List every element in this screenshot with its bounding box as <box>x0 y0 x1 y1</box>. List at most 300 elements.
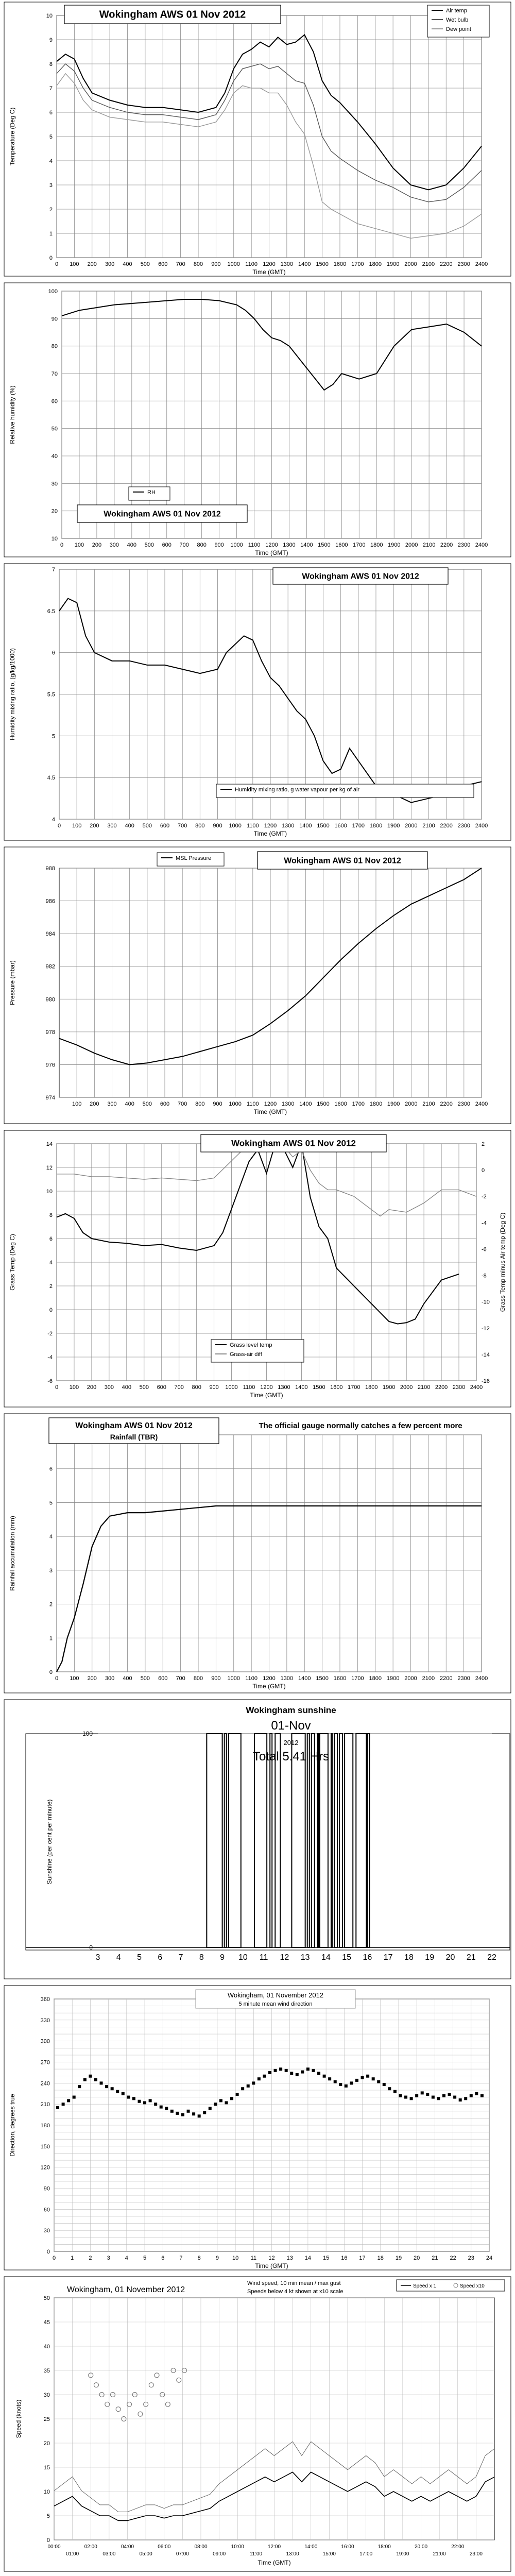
y-tick-label: -6 <box>47 1378 53 1384</box>
y-tick-label: 982 <box>45 963 55 970</box>
x-tick-label: 1300 <box>281 1101 295 1107</box>
x-tick-label: 1900 <box>387 823 400 829</box>
y-tick-label: 30 <box>51 481 58 487</box>
x-tick-label: 200 <box>87 1675 97 1682</box>
x-tick-label: 200 <box>87 1384 97 1391</box>
y-tick-label: 270 <box>40 2059 50 2066</box>
y-tick-label: 60 <box>51 398 58 405</box>
y-tick-label: 300 <box>40 2038 50 2045</box>
x-tick-label: 21 <box>466 1953 476 1962</box>
y-tick-label: 6 <box>49 110 53 116</box>
wind-direction-chart-panel <box>0 1984 515 2272</box>
legend-entry: Dew point <box>446 26 471 32</box>
scatter-point <box>67 2099 70 2102</box>
legend-entry: Wet bulb <box>446 17 469 23</box>
y2-tick-label: -10 <box>482 1299 490 1306</box>
chart-subtitle: Wind speed, 10 min mean / max gust <box>247 2280 341 2286</box>
x-tick-label: 900 <box>213 823 222 829</box>
x-tick-label: 12:00 <box>267 2544 281 2550</box>
y-tick-label: 10 <box>51 536 58 542</box>
y-tick-label: 0 <box>46 2249 50 2255</box>
x-tick-label: 2300 <box>457 1101 471 1107</box>
x-tick-label: 0 <box>52 2255 56 2261</box>
x-tick-label: 19 <box>395 2255 402 2261</box>
y-axis-label: Speed (knots) <box>15 2399 22 2438</box>
y-tick-label: 40 <box>43 2344 50 2350</box>
scatter-point <box>187 2110 190 2113</box>
scatter-point <box>290 2072 293 2075</box>
x-tick-label: 17 <box>359 2255 366 2261</box>
x-tick-label: 1000 <box>229 1101 242 1107</box>
x-tick-label: 400 <box>125 1101 134 1107</box>
x-tick-label: 2000 <box>405 823 418 829</box>
x-tick-label: 15:00 <box>322 2551 336 2557</box>
scatter-point <box>323 2075 326 2078</box>
y-tick-label: 974 <box>45 1095 55 1101</box>
y-tick-label: 4 <box>49 158 53 164</box>
y-tick-label: 3 <box>49 1567 53 1574</box>
y-tick-label: 1 <box>49 1635 53 1642</box>
chart-annotation: The official gauge normally catches a few percent more <box>259 1421 462 1430</box>
scatter-point <box>203 2111 206 2114</box>
chart-title: Wokingham, 01 November 2012 <box>67 2285 185 2294</box>
x-tick-label: 2100 <box>422 1101 435 1107</box>
y-tick-label: 988 <box>45 866 55 872</box>
scatter-point <box>225 2101 228 2104</box>
x-tick-label: 1000 <box>229 823 242 829</box>
y-tick-label: 2 <box>49 207 53 213</box>
x-tick-label: 2200 <box>440 542 453 548</box>
y-tick-label: 330 <box>40 2017 50 2024</box>
mixing-ratio-chart <box>0 562 515 842</box>
x-tick-label: 1300 <box>278 1384 290 1391</box>
y-tick-label: 35 <box>43 2368 50 2374</box>
x-tick-label: 200 <box>90 1101 99 1107</box>
scatter-point <box>263 2075 266 2078</box>
y-tick-label: 7 <box>52 567 55 573</box>
x-tick-label: 13 <box>300 1953 310 1962</box>
scatter-point <box>480 2094 484 2097</box>
x-tick-label: 1600 <box>334 823 347 829</box>
x-tick-label: 21:00 <box>433 2551 446 2557</box>
scatter-point <box>170 2110 174 2113</box>
x-tick-label: 20 <box>414 2255 420 2261</box>
y-tick-label: 6 <box>52 650 55 656</box>
x-tick-label: 1300 <box>281 823 295 829</box>
x-tick-label: 3 <box>107 2255 110 2261</box>
x-tick-label: 500 <box>139 1384 149 1391</box>
x-tick-label: 100 <box>72 823 82 829</box>
x-tick-label: 06:00 <box>158 2544 171 2550</box>
x-tick-label: 3 <box>95 1953 100 1962</box>
y-tick-label: 10 <box>43 2489 50 2495</box>
x-tick-label: 03:00 <box>102 2551 116 2557</box>
scatter-point <box>165 2107 168 2110</box>
x-tick-label: 700 <box>179 542 189 548</box>
x-tick-label: 2400 <box>475 261 488 267</box>
y-tick-label: 5 <box>49 134 53 140</box>
x-tick-label: 500 <box>142 823 152 829</box>
x-tick-label: 20:00 <box>414 2544 428 2550</box>
y-tick-label: 12 <box>46 1165 53 1171</box>
y-tick-label: 9 <box>49 37 53 43</box>
x-tick-label: 700 <box>177 1101 187 1107</box>
y-tick-label: 10 <box>46 1189 53 1195</box>
x-tick-label: 600 <box>158 261 168 267</box>
x-tick-label: 600 <box>160 823 170 829</box>
y-tick-label: 360 <box>40 1996 50 2003</box>
x-tick-label: 1400 <box>300 542 313 548</box>
x-tick-label: 2400 <box>475 1101 488 1107</box>
scatter-point <box>83 2078 87 2081</box>
x-tick-label: 1100 <box>245 1675 258 1682</box>
x-axis-label: Time (GMT) <box>253 1108 287 1115</box>
x-tick-label: 900 <box>209 1384 219 1391</box>
x-tick-label: 700 <box>176 261 185 267</box>
scatter-point <box>345 2084 348 2088</box>
scatter-point <box>268 2071 271 2074</box>
x-tick-label: 1700 <box>348 1384 360 1391</box>
x-tick-label: 1200 <box>263 1675 276 1682</box>
y-tick-label: 5 <box>52 733 55 740</box>
y-axis-label: Rainfall accumulation (mm) <box>9 1516 16 1591</box>
x-tick-label: 600 <box>162 542 171 548</box>
x-tick-label: 1 <box>71 2255 74 2261</box>
scatter-point <box>328 2077 331 2080</box>
x-tick-label: 1000 <box>227 1675 240 1682</box>
x-tick-label: 2300 <box>457 1675 470 1682</box>
x-tick-label: 800 <box>195 823 205 829</box>
x-tick-label: 1100 <box>247 1101 259 1107</box>
y-tick-label: 14 <box>46 1141 53 1147</box>
grass-temp-chart-panel <box>0 1128 515 1409</box>
scatter-point <box>426 2093 429 2096</box>
mixing-ratio-chart-panel <box>0 562 515 842</box>
x-tick-label: 2100 <box>422 542 436 548</box>
y2-axis-label: Grass Temp minus Air temp (Deg C) <box>499 1212 506 1312</box>
x-tick-label: 11 <box>259 1953 268 1962</box>
y2-tick-label: -12 <box>482 1325 490 1332</box>
x-tick-label: 1200 <box>265 542 278 548</box>
chart-title: Wokingham AWS 01 Nov 2012 <box>104 510 221 519</box>
scatter-point <box>448 2093 451 2096</box>
x-tick-label: 1500 <box>316 261 329 267</box>
wind-direction-chart <box>0 1984 515 2272</box>
x-tick-label: 2100 <box>422 261 435 267</box>
scatter-point <box>421 2091 424 2094</box>
x-tick-label: 400 <box>123 261 132 267</box>
x-tick-label: 02:00 <box>84 2544 97 2550</box>
scatter-point <box>464 2097 467 2100</box>
x-tick-label: 1500 <box>317 823 330 829</box>
x-tick-label: 2400 <box>475 1675 488 1682</box>
x-tick-label: 2100 <box>422 823 435 829</box>
y-tick-label: 15 <box>43 2465 50 2471</box>
scatter-point <box>252 2081 255 2084</box>
x-tick-label: 1300 <box>283 542 296 548</box>
x-axis-label: Time (GMT) <box>255 2262 288 2269</box>
y-tick-label: 5 <box>46 2513 50 2519</box>
x-tick-label: 1800 <box>369 823 383 829</box>
scatter-point <box>73 2096 76 2099</box>
x-tick-label: 800 <box>193 261 203 267</box>
x-tick-label: 2300 <box>457 261 470 267</box>
x-tick-label: 21 <box>432 2255 438 2261</box>
x-tick-label: 700 <box>176 1675 185 1682</box>
y-tick-label: 2 <box>49 1601 53 1608</box>
legend-entry: Grass-air diff <box>230 1351 262 1358</box>
x-tick-label: 900 <box>214 542 224 548</box>
relative-humidity-chart <box>0 281 515 559</box>
x-tick-label: 16 <box>341 2255 348 2261</box>
x-tick-label: 100 <box>74 542 84 548</box>
y-tick-label: 3 <box>49 182 53 189</box>
y-tick-label: 7 <box>49 86 53 92</box>
scatter-point <box>236 2093 239 2096</box>
scatter-point <box>388 2087 391 2090</box>
x-tick-label: 1600 <box>333 1675 347 1682</box>
sunshine-chart <box>0 1698 515 1981</box>
x-tick-label: 1400 <box>299 823 312 829</box>
x-tick-label: 1600 <box>335 542 348 548</box>
x-tick-label: 0 <box>57 823 61 829</box>
x-tick-label: 1000 <box>225 1384 238 1391</box>
scatter-point <box>78 2085 81 2088</box>
chart-title: Wokingham AWS 01 Nov 2012 <box>284 856 401 866</box>
y-tick-label: 20 <box>51 508 58 515</box>
y-axis-label: Pressure (mbar) <box>9 960 16 1005</box>
x-tick-label: 800 <box>193 1675 203 1682</box>
rainfall-chart-panel <box>0 1412 515 1695</box>
x-tick-label: 6 <box>161 2255 165 2261</box>
x-tick-label: 12 <box>268 2255 275 2261</box>
y-tick-label: 978 <box>45 1029 55 1036</box>
chart-title: Wokingham sunshine <box>246 1705 336 1715</box>
x-tick-label: 2000 <box>400 1384 413 1391</box>
x-tick-label: 1700 <box>352 823 365 829</box>
x-tick-label: 1100 <box>247 823 259 829</box>
pressure-chart-panel <box>0 845 515 1126</box>
x-tick-label: 24 <box>486 2255 493 2261</box>
x-tick-label: 11:00 <box>249 2551 263 2557</box>
x-tick-label: 1900 <box>387 542 401 548</box>
y2-tick-label: -16 <box>482 1378 490 1384</box>
x-tick-label: 300 <box>105 1675 115 1682</box>
total-label: Total 5.41 Hrs <box>252 1750 330 1764</box>
x-axis-label: Time (GMT) <box>252 1683 286 1690</box>
legend-entry: Air temp <box>446 8 467 14</box>
wind-speed-chart <box>0 2275 515 2573</box>
y-tick-label: 30 <box>43 2392 50 2398</box>
x-axis-label: Time (GMT) <box>258 2559 291 2566</box>
x-tick-label: 5 <box>143 2255 147 2261</box>
x-tick-label: 2000 <box>405 1101 418 1107</box>
y-tick-label: 4 <box>52 817 55 823</box>
y-tick-label: 4.5 <box>47 775 55 782</box>
y-tick-label: 240 <box>40 2080 50 2087</box>
x-tick-label: 14 <box>321 1953 331 1962</box>
x-tick-label: 1300 <box>280 1675 294 1682</box>
x-tick-label: 500 <box>144 542 154 548</box>
x-tick-label: 100 <box>70 1675 79 1682</box>
x-tick-label: 100 <box>72 1101 82 1107</box>
x-tick-label: 14:00 <box>304 2544 318 2550</box>
x-tick-label: 2300 <box>452 1384 466 1391</box>
x-tick-label: 17 <box>383 1953 393 1962</box>
x-tick-label: 1500 <box>317 1101 330 1107</box>
scatter-point <box>116 2090 119 2093</box>
x-tick-label: 4 <box>125 2255 128 2261</box>
y-tick-label: 45 <box>43 2319 50 2326</box>
x-tick-label: 1200 <box>264 1101 277 1107</box>
y-tick-label: 0 <box>49 1307 53 1313</box>
x-axis-label: Time (GMT) <box>253 830 287 837</box>
x-tick-label: 1700 <box>353 542 366 548</box>
x-tick-label: 1800 <box>369 1675 382 1682</box>
y-tick-label: 0 <box>49 255 53 261</box>
scatter-point <box>453 2096 456 2099</box>
x-tick-label: 300 <box>104 1384 114 1391</box>
x-tick-label: 10:00 <box>231 2544 244 2550</box>
x-tick-label: 300 <box>107 1101 117 1107</box>
x-tick-label: 01:00 <box>66 2551 79 2557</box>
legend-entry: Speed x10 <box>460 2283 485 2289</box>
x-tick-label: 700 <box>177 823 187 829</box>
x-tick-label: 19:00 <box>396 2551 409 2557</box>
x-tick-label: 600 <box>157 1384 166 1391</box>
x-tick-label: 1400 <box>295 1384 308 1391</box>
y2-tick-label: -2 <box>482 1194 487 1200</box>
x-tick-label: 800 <box>195 1101 205 1107</box>
x-tick-label: 9 <box>215 2255 219 2261</box>
scatter-point <box>111 2087 114 2090</box>
x-axis-label: Time (GMT) <box>252 268 286 276</box>
scatter-point <box>149 2099 152 2102</box>
scatter-point <box>181 2113 184 2116</box>
x-tick-label: 1400 <box>298 261 311 267</box>
x-tick-label: 16:00 <box>341 2544 354 2550</box>
scatter-point <box>334 2080 337 2083</box>
x-tick-label: 600 <box>160 1101 170 1107</box>
x-tick-label: 13:00 <box>286 2551 299 2557</box>
x-tick-label: 17:00 <box>359 2551 373 2557</box>
scatter-point <box>219 2099 222 2102</box>
y-axis-label: Temperature (Deg C) <box>9 107 16 166</box>
y-tick-label: 100 <box>48 289 58 295</box>
x-tick-label: 1100 <box>248 542 261 548</box>
legend-entry: Grass level temp <box>230 1342 272 1348</box>
rainfall-chart <box>0 1412 515 1695</box>
year-label: 2012 <box>283 1739 299 1747</box>
chart-subtitle: 01-Nov <box>271 1719 311 1733</box>
y-tick-label: 0 <box>49 1669 53 1675</box>
x-tick-label: 200 <box>92 542 102 548</box>
x-tick-label: 0 <box>55 1675 59 1682</box>
scatter-point <box>127 2096 130 2099</box>
scatter-point <box>230 2097 233 2100</box>
x-tick-label: 14 <box>304 2255 312 2261</box>
scatter-point <box>306 2067 310 2071</box>
x-tick-label: 2300 <box>457 823 471 829</box>
x-tick-label: 15 <box>323 2255 330 2261</box>
chart-title: Wokingham, 01 November 2012 <box>227 1991 324 1999</box>
x-tick-label: 1400 <box>299 1101 312 1107</box>
scatter-point <box>100 2081 103 2084</box>
x-tick-label: 2 <box>89 2255 92 2261</box>
scatter-point <box>62 2103 65 2106</box>
y-axis-label: Grass Temp (Deg C) <box>9 1234 16 1291</box>
y-tick-label: 0 <box>46 2537 50 2544</box>
y-tick-label: 4 <box>49 1534 53 1540</box>
x-tick-label: 2200 <box>440 1101 453 1107</box>
x-tick-label: 700 <box>174 1384 184 1391</box>
scatter-point <box>258 2077 261 2080</box>
x-tick-label: 13 <box>286 2255 293 2261</box>
y-tick-label: 150 <box>40 2143 50 2150</box>
y2-tick-label: -4 <box>482 1220 487 1227</box>
scatter-point <box>361 2076 364 2079</box>
scatter-point <box>198 2114 201 2117</box>
scatter-point <box>209 2107 212 2110</box>
y-tick-label: 80 <box>51 343 58 350</box>
scatter-point <box>317 2072 320 2075</box>
y-tick-label: 100 <box>82 1730 93 1737</box>
x-tick-label: 1000 <box>230 542 243 548</box>
x-tick-label: 200 <box>90 823 99 829</box>
x-tick-label: 1600 <box>334 1101 347 1107</box>
scatter-point <box>470 2094 473 2097</box>
y-tick-label: 30 <box>43 2228 50 2234</box>
scatter-point <box>247 2084 250 2088</box>
x-tick-label: 18 <box>404 1953 414 1962</box>
x-tick-label: 2200 <box>440 1675 453 1682</box>
x-tick-label: 2000 <box>404 1675 417 1682</box>
y-tick-label: 0 <box>89 1944 93 1951</box>
x-tick-label: 500 <box>140 1675 150 1682</box>
x-tick-label: 8 <box>199 1953 204 1962</box>
y-axis-label: Relative humidity (%) <box>9 385 16 444</box>
y-tick-label: 2 <box>49 1283 53 1290</box>
x-tick-label: 1500 <box>318 542 331 548</box>
y2-tick-label: -8 <box>482 1273 487 1279</box>
x-tick-label: 800 <box>197 542 207 548</box>
x-tick-label: 5 <box>137 1953 142 1962</box>
x-tick-label: 22 <box>487 1953 496 1962</box>
x-tick-label: 300 <box>109 542 119 548</box>
x-tick-label: 1100 <box>245 261 258 267</box>
x-tick-label: 400 <box>122 1384 132 1391</box>
x-tick-label: 1700 <box>352 1101 365 1107</box>
x-tick-label: 23 <box>468 2255 474 2261</box>
y-tick-label: 180 <box>40 2123 50 2129</box>
scatter-point <box>366 2075 369 2078</box>
x-tick-label: 0 <box>55 261 59 267</box>
x-axis-label: Time (GMT) <box>250 1392 283 1399</box>
y-tick-label: 984 <box>45 931 55 938</box>
temperature-chart <box>0 0 515 278</box>
x-tick-label: 200 <box>87 261 97 267</box>
scatter-point <box>442 2094 445 2097</box>
scatter-point <box>279 2067 282 2071</box>
y-tick-label: 6 <box>49 1236 53 1242</box>
scatter-point <box>154 2103 157 2106</box>
x-tick-label: 0 <box>60 542 64 548</box>
legend-entry: Speed x 1 <box>413 2283 437 2289</box>
x-axis-label: Time (GMT) <box>255 549 288 556</box>
x-tick-label: 19 <box>425 1953 435 1962</box>
scatter-point <box>377 2080 380 2083</box>
scatter-point <box>350 2081 353 2084</box>
